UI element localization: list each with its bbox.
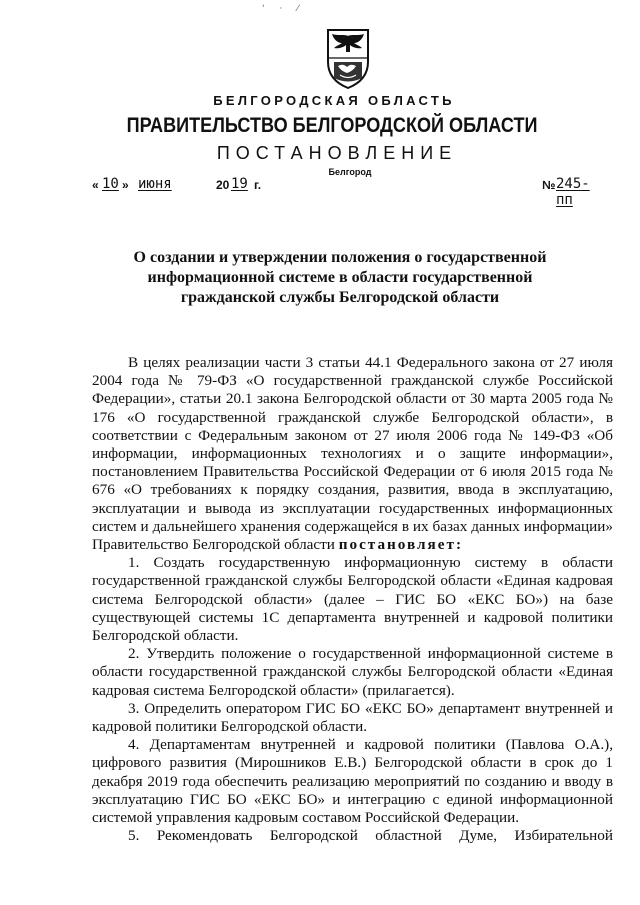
item-2-paragraph: 2. Утвердить положение о государственной информационной системе в области государственной гражданской службы Белгородской области «Единая кадровая система Белгородской области» (прилагается).	[92, 645, 613, 699]
document-number: 245-пп	[556, 176, 590, 208]
region-name: БЕЛГОРОДСКАЯ ОБЛАСТЬ	[213, 93, 455, 108]
date-year-prefix: 20	[216, 178, 230, 192]
date-month: июня	[138, 176, 172, 192]
title-line-2: информационной системе в области государственной	[147, 269, 533, 286]
coat-of-arms-emblem	[326, 28, 370, 90]
government-name: ПРАВИТЕЛЬСТВО БЕЛГОРОДСКОЙ ОБЛАСТИ	[126, 114, 538, 137]
document-title	[120, 248, 560, 308]
date-year-mark: г.	[254, 178, 262, 192]
date-open-quote: «	[92, 178, 99, 192]
title-line-3: гражданской службы Белгородской области	[180, 289, 500, 306]
city-name: Белгород	[328, 167, 372, 177]
document-type: ПОСТАНОВЛЕНИЕ	[216, 143, 458, 163]
preamble-paragraph	[92, 354, 613, 554]
document-number-prefix: №	[542, 178, 556, 192]
item-5-paragraph: 5. Рекомендовать Белгородской областной Думе, Избирательной	[128, 827, 613, 845]
decree-keyword: постановляет:	[338, 536, 464, 554]
scan-mark: ' · ⁄	[262, 4, 305, 14]
item-1-paragraph: 1. Создать государственную информационную систему в области государственной гражданской службы Белгородской области «Единая кадровая система Белгородской области» (далее – ГИС БО «ЕКС БО») на базе существующей системы 1С департамента внутренней и кадровой политики Белгородской области.	[92, 554, 613, 645]
item-4-paragraph: 4. Департаментам внутренней и кадровой политики (Павлова О.А.), цифрового развития (Мирошников Е.В.) Белгородской области в срок до 1 декабря 2019 года обеспечить реализацию мероприятий по созданию и вводу в эксплуатацию ГИС БО «ЕКС БО» и интеграцию с единой информационной системой управления кадровым составом Российской Федерации.	[92, 736, 613, 827]
title-line-1: О создании и утверждении положения о государственной	[133, 249, 547, 266]
date-year-suffix: 19	[231, 176, 248, 192]
preamble-text: В целях реализации части 3 статьи 44.1 Федерального закона от 27 июля 2004 года № 79-ФЗ «О государственной гражданской службе Российской Федерации», статьи 20.1 закона Белгородской области от 30 марта 2005 года № 176 «О государственной гражданской службе Белгородской области», в соответствии с Федеральным законом от 27 июля 2006 года № 149-ФЗ «Об информации, информационных технологиях и о защите информации», постановлением Правительства Российской Федерации от 6 июля 2015 года № 676 «О требованиях к порядку создания, развития, ввода в эксплуатацию, эксплуатации и вывода из эксплуатации государственных информационных систем и дальнейшего хранения содержащейся в их базах данных информации» Правительство Белгородской области	[92, 354, 613, 554]
date-line	[92, 176, 602, 208]
document-body	[92, 354, 613, 845]
date-day: 10	[102, 176, 119, 192]
item-3-paragraph: 3. Определить оператором ГИС БО «ЕКС БО» департамент внутренней и кадровой политики Белгородской области.	[92, 699, 613, 736]
date-close-quote: »	[122, 178, 129, 192]
